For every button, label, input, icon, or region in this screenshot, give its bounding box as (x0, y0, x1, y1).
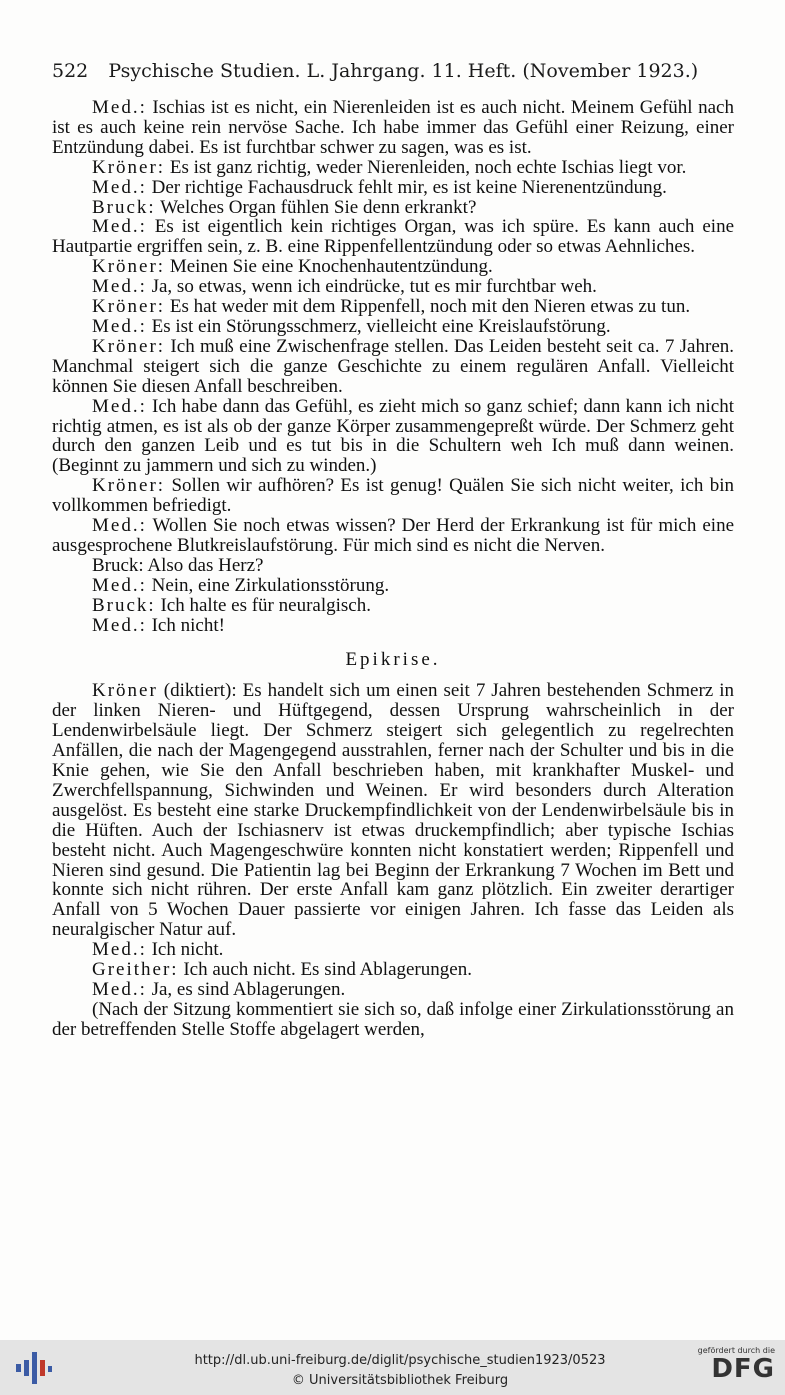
speaker-name: Med.: (92, 216, 147, 238)
paragraph-text: Nein, eine Zirkulationsstörung. (146, 574, 390, 596)
dfg-logo-icon (693, 1346, 775, 1390)
dialogue-paragraph (52, 317, 734, 337)
dfg-funding-label: gefördert durch die (697, 1346, 775, 1355)
dialogue-paragraph (52, 178, 734, 198)
speaker-name: Med.: (92, 978, 147, 1000)
paragraph-text: Meinen Sie eine Knochenhautentzündung. (165, 256, 493, 278)
dialogue-paragraph (52, 616, 734, 636)
dialogue-paragraph (52, 397, 734, 477)
paragraph-text: Der richtige Fachausdruck fehlt mir, es ist keine Nierenentzündung. (146, 176, 667, 198)
paragraph-text: Sollen wir aufhören? Es ist genug! Quälen Sie sich nicht weiter, ich bin vollkommen befriedigt. (52, 475, 734, 517)
footer-bar (0, 1340, 785, 1395)
speaker-name: Kröner: (92, 335, 166, 357)
ub-freiburg-logo-icon (14, 1348, 54, 1388)
paragraph-text: Bruck: Also das Herz? (92, 554, 264, 576)
dialogue-paragraph (52, 277, 734, 297)
dialogue-paragraph (52, 476, 734, 516)
dialogue-block-2 (52, 681, 734, 1039)
paragraph-text: Ich habe dann das Gefühl, es zieht mich so ganz schief; dann kann ich nicht richtig atmen, es ist als ob der ganze Körper zusammengepreßt würde. Der Schmerz geht durch den ganzen Leib und es tut bis in die Schultern weh Ich muß dann weinen. (Beginnt zu jammern und sich zu winden.) (52, 395, 734, 477)
page-number: 522 (52, 60, 89, 82)
speaker-name: Bruck: (92, 594, 156, 616)
source-url[interactable]: http://dl.ub.uni-freiburg.de/diglit/psychische_studien1923/0523 (194, 1353, 606, 1368)
dialogue-paragraph (52, 158, 734, 178)
paragraph-text: Wollen Sie noch etwas wissen? Der Herd der Erkrankung ist für mich eine ausgesprochene Blutkreislaufstörung. Für mich sind es nicht die Nerven. (52, 515, 734, 556)
dialogue-paragraph (52, 257, 734, 277)
dfg-wordmark: DFG (711, 1354, 775, 1384)
paragraph-text: Es ist eigentlich kein richtiges Organ, was ich spüre. Es kann auch eine Hautpartie ergriffen sein, z. B. eine Rippenfellentzündung oder so etwas Aehnliches. (52, 216, 734, 258)
speaker-name: Kröner (92, 680, 158, 702)
running-header (52, 60, 732, 82)
speaker-name: Kröner: (92, 156, 166, 178)
dialogue-paragraph (52, 960, 734, 980)
paragraph-text: Es ist ganz richtig, weder Nierenleiden, noch echte Ischias liegt vor. (165, 156, 687, 178)
paragraph-text: Ich nicht. (146, 939, 224, 961)
dialogue-paragraph (52, 217, 734, 257)
speaker-name: Bruck: (92, 196, 156, 218)
dialogue-paragraph (52, 980, 734, 1000)
speaker-name: Med.: (92, 395, 147, 417)
paragraph-text: Ja, so etwas, wenn ich eindrücke, tut es mir furchtbar weh. (146, 276, 597, 298)
paragraph-text: Welches Organ fühlen Sie denn erkrankt? (155, 196, 477, 218)
speaker-name: Med.: (92, 97, 147, 118)
speaker-name: Kröner: (92, 256, 166, 278)
speaker-name: Med.: (92, 939, 147, 961)
dialogue-paragraph (52, 297, 734, 317)
speaker-name: Greither: (92, 959, 179, 981)
dialogue-paragraph (52, 576, 734, 596)
paragraph-text: Es ist ein Störungsschmerz, vielleicht eine Kreislaufstörung. (146, 315, 611, 337)
paragraph-text: Es hat weder mit dem Rippenfell, noch mit den Nieren etwas zu tun. (165, 296, 691, 318)
speaker-name: Med.: (92, 276, 147, 298)
speaker-name: Med.: (92, 176, 147, 198)
dialogue-paragraph (52, 556, 734, 576)
dialogue-paragraph (52, 98, 734, 158)
speaker-name: Med.: (92, 614, 147, 636)
page-body (52, 98, 734, 1040)
paragraph-text: Ich muß eine Zwischenfrage stellen. Das Leiden besteht seit ca. 7 Jahren. Manchmal steigert sich die ganze Geschichte zu einem regulären Anfall. Vielleicht können Sie diesen Anfall beschreiben. (52, 335, 734, 397)
dialogue-paragraph (52, 337, 734, 397)
paragraph-text: Ich nicht! (146, 614, 225, 636)
paragraph-text: Ich halte es für neuralgisch. (155, 594, 371, 616)
dialogue-paragraph (52, 1000, 734, 1040)
speaker-name: Med.: (92, 515, 147, 537)
dialogue-paragraph (52, 596, 734, 616)
dialogue-block-1 (52, 98, 734, 635)
paragraph-text: Ja, es sind Ablagerungen. (146, 978, 346, 1000)
dialogue-paragraph (52, 198, 734, 218)
journal-title: Psychische Studien. L. Jahrgang. 11. Heft. (November 1923.) (108, 60, 699, 82)
paragraph-text: Ich auch nicht. Es sind Ablagerungen. (178, 959, 472, 981)
paragraph-text: (diktiert): Es handelt sich um einen seit 7 Jahren bestehenden Schmerz in der linken Nieren- und Hüftgegend, dessen Ursprung wahrscheinlich in der Lendenwirbelsäule liegt. Der Schmerz steigert sich gelegentlich zu regelrechten Anfällen, die nach der Magengegend ausstrahlen, ferner nach der Schulter und bis in die Knie gehen, wie Sie den Anfall beschrieben haben, mit krankhafter Muskel- und Zwerchfellspannung, Sichwinden und Weinen. Er wird besonders durch Alteration ausgelöst. Es besteht eine starke Druckempfindlichkeit von der Lendenwirbelsäule bis in die Hüften. Auch der Ischiasnerv ist etwas druckempfindlich; aber typische Ischias besteht nicht. Auch Magengeschwüre konnten nicht konstatiert werden; Rippenfell und Nieren sind gesund. Die Patientin lag bei Beginn der Erkrankung 7 Wochen im Bett und konnte sich nicht rühren. Der erste Anfall kam ganz plötzlich. Ein zweiter derartiger Anfall von 5 Wochen Dauer passierte vor einigen Jahren. Ich fasse das Leiden als neuralgischer Natur auf. (52, 680, 734, 941)
copyright-notice: © Universitätsbibliothek Freiburg (291, 1373, 509, 1388)
dialogue-paragraph (52, 516, 734, 556)
speaker-name: Med.: (92, 315, 147, 337)
section-heading: Epikrise. (345, 649, 441, 671)
paragraph-text: Ischias ist es nicht, ein Nierenleiden ist es auch nicht. Meinem Gefühl nach ist es auch keine rein nervöse Sache. Ich habe immer das Gefühl einer Reizung, einer Entzündung dabei. Es ist furchtbar schwer zu sagen, was es ist. (52, 97, 734, 158)
dialogue-paragraph (52, 681, 734, 940)
paragraph-text: (Nach der Sitzung kommentiert sie sich so, daß infolge einer Zirkulationsstörung an der betreffenden Stelle Stoffe abgelagert werden, (52, 998, 734, 1040)
speaker-name: Kröner: (92, 296, 166, 318)
speaker-name: Kröner: (92, 475, 166, 497)
speaker-name: Med.: (92, 574, 147, 596)
dialogue-paragraph (52, 940, 734, 960)
